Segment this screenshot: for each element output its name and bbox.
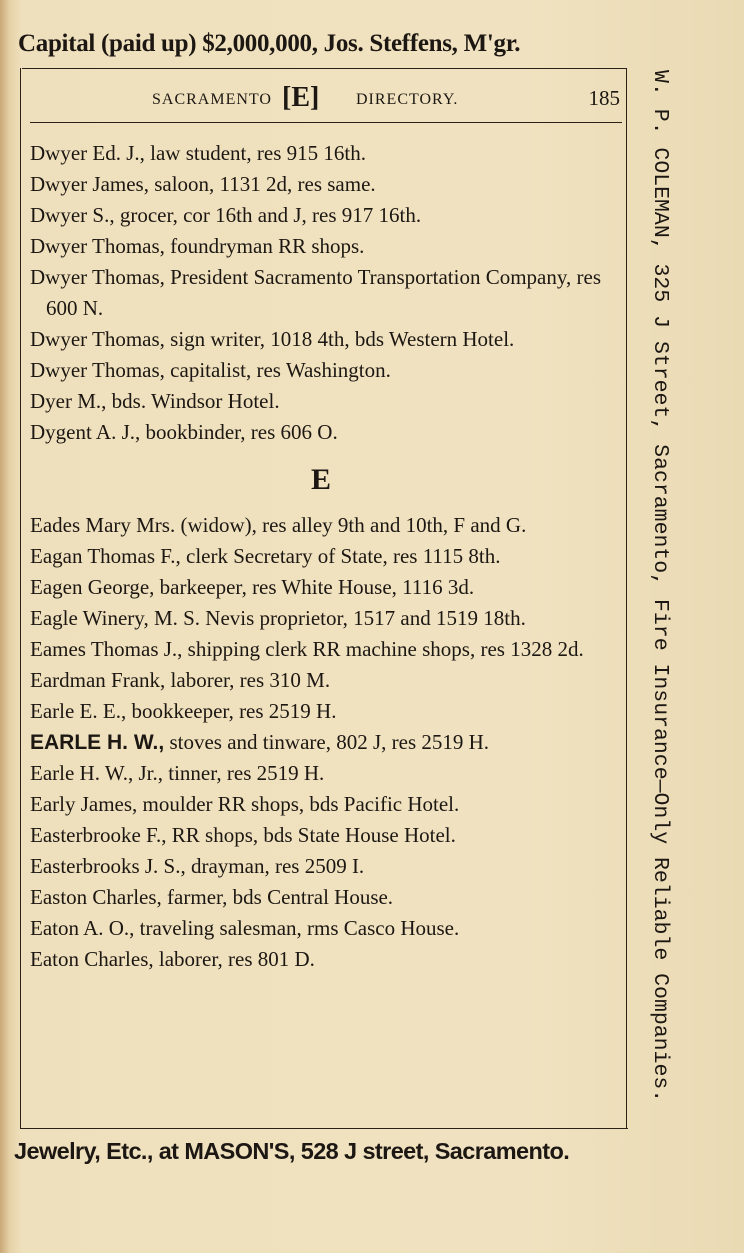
- right-border-rule: [626, 68, 627, 1128]
- top-advertisement-banner: Capital (paid up) $2,000,000, Jos. Steffens, M'gr.: [18, 30, 521, 57]
- list-item: Eaton A. O., traveling salesman, rms Casco House.: [30, 916, 460, 940]
- running-head-city: SACRAMENTO: [152, 91, 272, 108]
- list-item: Eagan Thomas F., clerk Secretary of State, res 1115 8th.: [30, 544, 501, 568]
- list-item: Early James, moulder RR shops, bds Pacific Hotel.: [30, 792, 460, 816]
- list-item: Earle E. E., bookkeeper, res 2519 H.: [30, 699, 337, 723]
- list-item: Dyer M., bds. Windsor Hotel.: [30, 389, 280, 413]
- entries-e-group-1: [30, 510, 612, 727]
- bold-entry-details: stoves and tinware, 802 J, res 2519 H.: [164, 730, 490, 754]
- list-item: Eagle Winery, M. S. Nevis proprietor, 1517 and 1519 18th.: [30, 606, 526, 630]
- list-item: Eagen George, barkeeper, res White House, 1116 3d.: [30, 575, 475, 599]
- list-item: Eardman Frank, laborer, res 310 M.: [30, 668, 331, 692]
- entries-e-group-2: [30, 758, 612, 975]
- list-item: Dwyer Thomas, capitalist, res Washington.: [30, 358, 391, 382]
- list-item: Dwyer Ed. J., law student, res 915 16th.: [30, 141, 366, 165]
- top-border-rule: [22, 68, 626, 69]
- running-head: [22, 82, 622, 114]
- bottom-advertisement-banner: Jewelry, Etc., at MASON'S, 528 J street, Sacramento.: [14, 1138, 570, 1164]
- left-border-rule: [20, 68, 21, 1128]
- directory-entries: [30, 138, 612, 975]
- list-item: Dwyer S., grocer, cor 16th and J, res 917 16th.: [30, 203, 422, 227]
- entries-d-group: [30, 138, 612, 448]
- list-item: Easterbrooks J. S., drayman, res 2509 I.: [30, 854, 365, 878]
- list-item: Dwyer James, saloon, 1131 2d, res same.: [30, 172, 376, 196]
- list-item: Earle H. W., Jr., tinner, res 2519 H.: [30, 761, 325, 785]
- list-item: Dwyer Thomas, sign writer, 1018 4th, bds Western Hotel.: [30, 327, 515, 351]
- list-item: Eaton Charles, laborer, res 801 D.: [30, 947, 315, 971]
- bottom-border-rule: [20, 1128, 628, 1129]
- list-item: Dwyer Thomas, foundryman RR shops.: [30, 234, 365, 258]
- bold-entry-name: EARLE H. W.,: [30, 731, 165, 754]
- running-head-letter: [E]: [282, 82, 320, 113]
- side-advertisement: W. P. COLEMAN, 325 J Street, Sacramento, Fire Insurance—Only Reliable Companies.: [648, 70, 672, 1103]
- list-item: Eades Mary Mrs. (widow), res alley 9th and 10th, F and G.: [30, 513, 527, 537]
- list-item: Easton Charles, farmer, bds Central House.: [30, 885, 394, 909]
- list-item: Dygent A. J., bookbinder, res 606 O.: [30, 420, 338, 444]
- section-letter: E: [310, 463, 331, 496]
- list-item: [30, 727, 612, 758]
- list-item: Easterbrooke F., RR shops, bds State House Hotel.: [30, 823, 456, 847]
- running-head-title: DIRECTORY.: [356, 91, 459, 108]
- page-number: 185: [588, 86, 620, 110]
- list-item: Eames Thomas J., shipping clerk RR machine shops, res 1328 2d.: [30, 637, 584, 661]
- running-head-rule: [30, 122, 622, 123]
- list-item: Dwyer Thomas, President Sacramento Transportation Company, res 600 N.: [30, 265, 601, 320]
